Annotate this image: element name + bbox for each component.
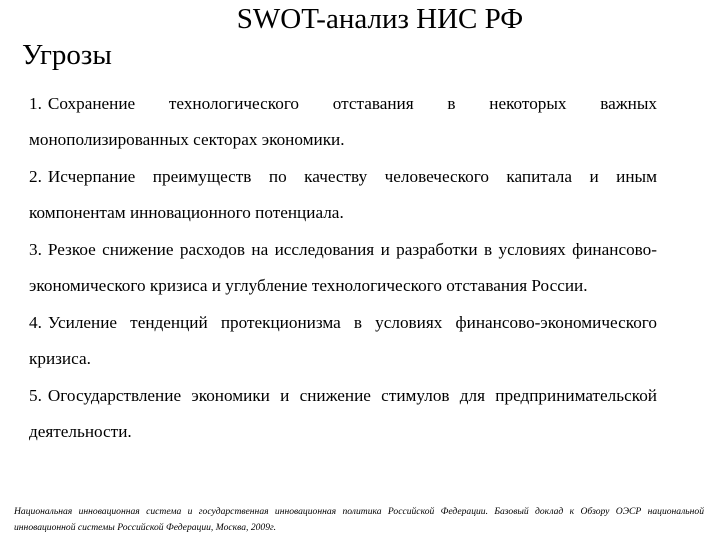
section-heading: Угрозы: [22, 39, 112, 71]
list-item: [29, 86, 657, 158]
slide-title: SWOT-анализ НИС РФ: [236, 3, 524, 35]
list-item: [29, 378, 657, 450]
list-item: [29, 232, 657, 304]
item-text: Сохранение технологического отставания в некоторых важных монополизированных секторах экономики.: [29, 94, 657, 149]
item-number: 4.: [29, 313, 42, 332]
item-text: Огосударствление экономики и снижение стимулов для предпринимательской деятельности.: [29, 386, 657, 441]
item-number: 3.: [29, 240, 42, 259]
item-number: 1.: [29, 94, 42, 113]
item-text: Усиление тенденций протекционизма в условиях финансово-экономического кризиса.: [29, 313, 657, 368]
source-footnote: Национальная инновационная система и государственная инновационная политика Российской Федерации. Базовый доклад к Обзору ОЭСР национальной инновационной системы Российской Федерации, Москва, 2009г.: [14, 506, 704, 533]
list-item: [29, 159, 657, 231]
item-text: Исчерпание преимуществ по качеству человеческого капитала и иным компонентам инновационного потенциала.: [29, 167, 657, 222]
item-number: 2.: [29, 167, 42, 186]
item-text: Резкое снижение расходов на исследования и разработки в условиях финансово-экономического кризиса и углубление технологического отставания России.: [29, 240, 657, 295]
threats-list: [29, 86, 657, 451]
item-number: 5.: [29, 386, 42, 405]
list-item: [29, 305, 657, 377]
